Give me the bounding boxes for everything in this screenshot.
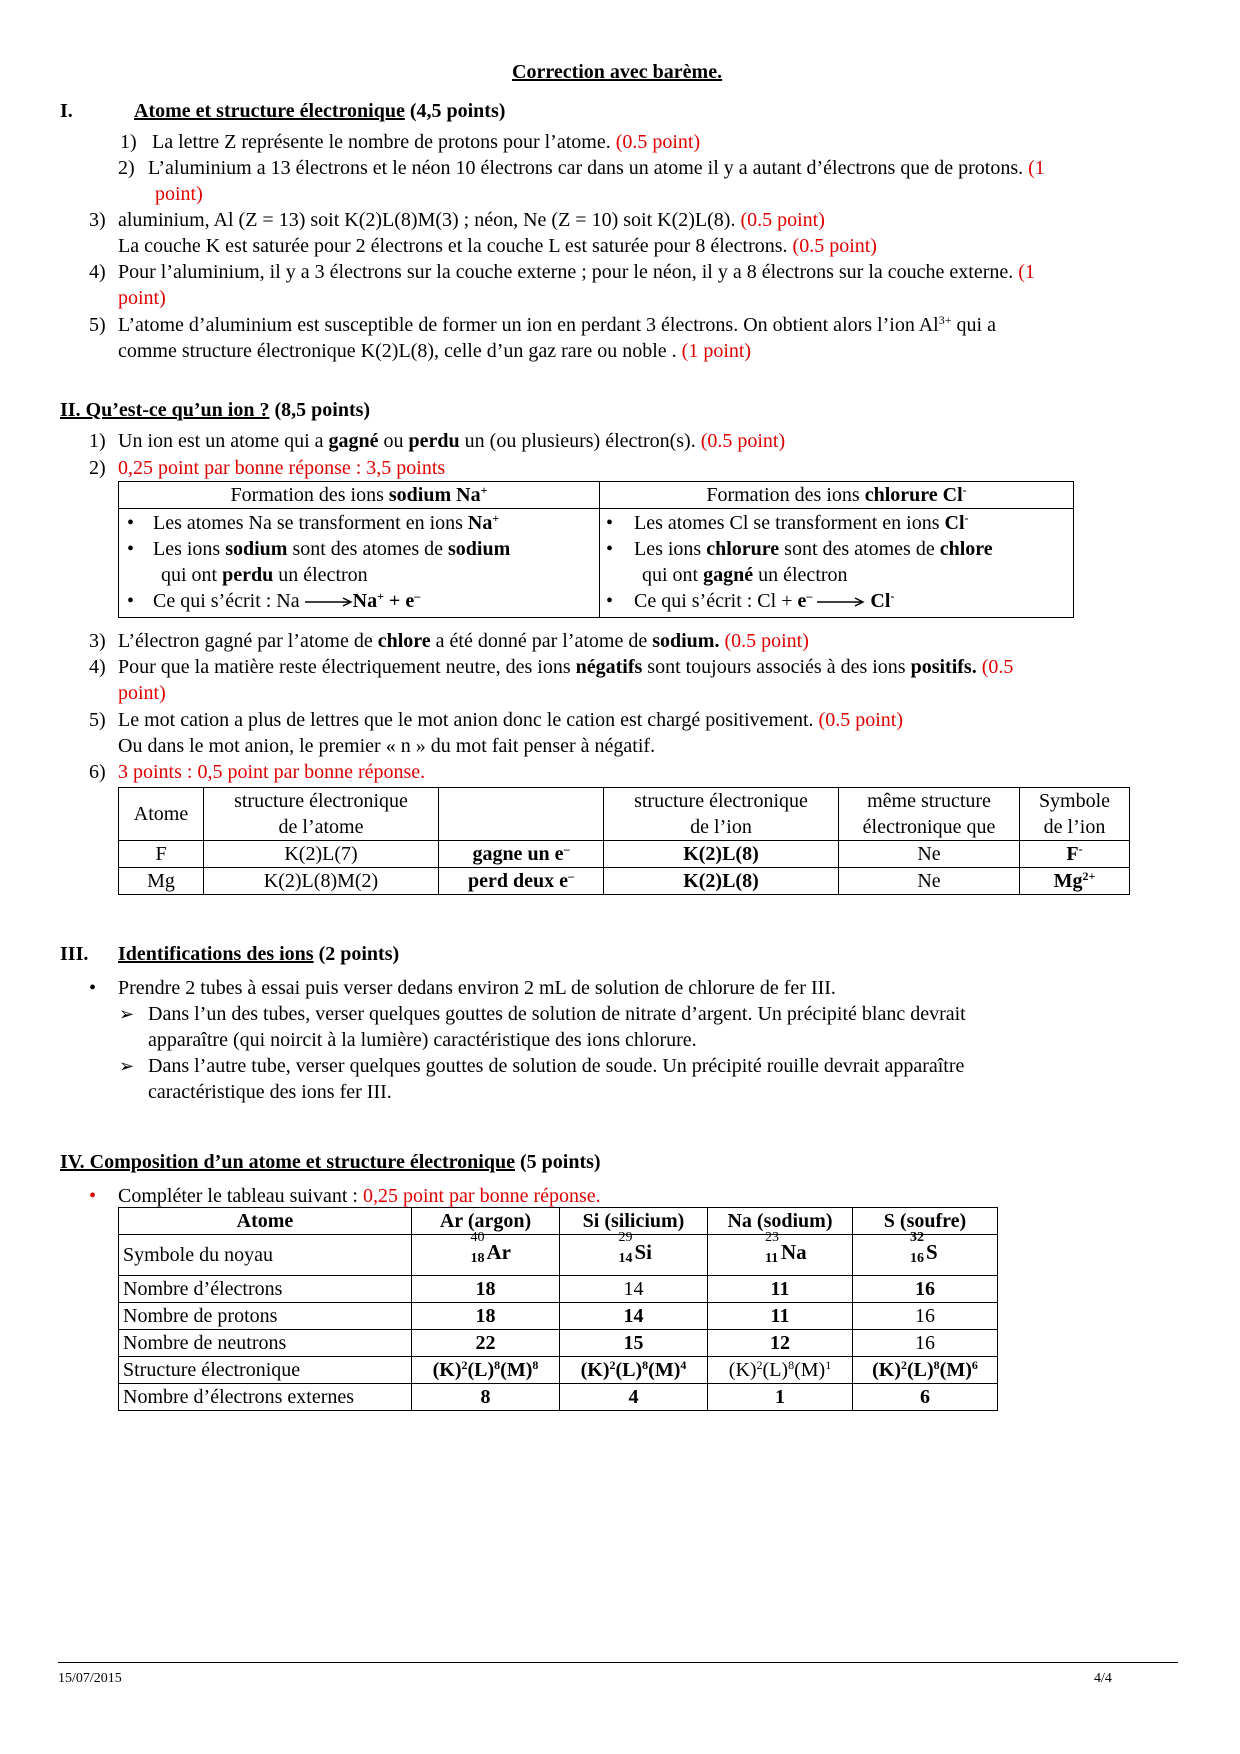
t3-h4 [853,1208,998,1235]
t2-r1-action-text: perd deux e [468,870,568,892]
s1-q3b [118,233,877,259]
t3-ext-2 [708,1384,853,1411]
s1-q1-points: (0.5 point) [610,131,701,153]
table-row [119,1384,998,1411]
t3-st-2 [708,1357,853,1384]
bullet: • [606,590,614,612]
t3-ne-3: 16 [853,1330,998,1357]
t2-h-symbol [1020,788,1130,841]
t1-r3-a: qui ont [642,564,704,586]
t1-r4-b: e [797,590,807,612]
t3-ext-2-text: 1 [775,1386,785,1408]
t3-label-electrons: Nombre d’électrons [119,1276,412,1303]
s2-q1 [118,428,785,454]
t2-h-struct [204,788,439,841]
bullet: • [606,512,614,534]
t1-r1-b: Cl [944,512,965,534]
nuc-z: 14 [618,1251,633,1266]
t3-ne-2-text: 12 [770,1332,790,1354]
t2-r1-atome: Mg [119,868,204,895]
t1-r2-d: chlore [939,538,993,560]
t2-r0-action-text: gagne un e [472,843,564,865]
t2-r1-struct: K(2)L(8)M(2) [204,868,439,895]
bullet: • [89,977,97,999]
t3-ext-3-text: 6 [920,1386,930,1408]
s4-b1-b: 0,25 point par bonne réponse. [362,1185,601,1207]
nuc-z: 18 [470,1251,485,1266]
section-4-title: IV. Composition d’un atome et structure électronique [60,1151,515,1173]
st-m: (M) [500,1359,533,1381]
t1-h-left-a: Formation des ions [230,484,389,506]
t1-r2-b: chlorure [706,538,780,560]
st-l-sup: 8 [642,1358,649,1372]
s2-q1-d: perdu [408,430,460,452]
nuc-s: Si [634,1240,653,1264]
s1-q4-points-b: point) [118,287,166,309]
arrow-right-icon [305,597,353,607]
t3-el-0-text: 18 [475,1278,496,1300]
t2-h5a: même structure [867,790,991,812]
s1-q2-text: L’aluminium a 13 électrons et le néon 10 électrons car dans un atome il y a autant d’électrons que de protons. [148,157,1024,179]
t1-r2-a: Les ions [634,538,707,560]
t3-nucleus-ar [412,1230,560,1276]
nuc-a: 40 [470,1230,485,1245]
t3-label-neutrons: Nombre de neutrons [119,1330,412,1357]
section-1-heading [134,98,505,124]
ion-table-sodium-cell [119,509,600,618]
t3-h2 [560,1208,708,1235]
t3-el-0 [412,1276,560,1303]
footer-divider [58,1662,1178,1663]
t2-h2a: structure électronique [234,790,408,812]
st-k: (K) [872,1359,901,1381]
table-row [119,1357,998,1384]
s2-q4-c: sont toujours associés à des ions [642,656,911,678]
section-2-points: (8,5 points) [269,399,371,421]
s1-q2-num: 2) [118,157,135,179]
t3-h3-text: Na (sodium) [727,1210,833,1232]
section-3-heading [118,941,399,967]
bullet: • [127,538,135,560]
t1-r2-c: sont des atomes de [779,538,940,560]
bullet: • [89,1185,97,1207]
s2-q1-c: ou [378,430,409,452]
t3-el-3 [853,1276,998,1303]
s2-q3-num: 3) [89,630,106,652]
s1-q5-num: 5) [89,314,106,336]
s1-q3a [118,207,825,233]
table-row [119,1303,998,1330]
s1-q1-text: La lettre Z représente le nombre de protons pour l’atome. [152,131,611,153]
s1-q4-points-a: (1 [1013,261,1035,283]
t1-l2-c: sont des atomes de [287,538,448,560]
s1-q5a-sup: 3+ [938,313,952,327]
st-m-sup: 8 [532,1358,539,1372]
ion-table-header-chlorure [600,482,1074,509]
st-m: (M) [794,1359,826,1381]
atom-composition-table [118,1207,998,1411]
t1-l3-a: qui ont [161,564,223,586]
table-row [119,1235,998,1276]
t2-h5b: électronique que [862,816,996,838]
s1-q1-num: 1) [120,131,137,153]
t3-el-1: 14 [560,1276,708,1303]
t3-h4-text: S (soufre) [883,1210,967,1232]
t1-h-right-a: Formation des ions [706,484,865,506]
table-row [119,1276,998,1303]
s1-q5a [118,312,996,338]
st-l-sup: 8 [788,1358,795,1372]
t2-h6b: de l’ion [1043,816,1106,838]
t2-r0-ion-text: K(2)L(8) [683,843,759,865]
table-row [119,841,1130,868]
t3-ne-0-text: 22 [475,1332,496,1354]
t1-r2 [634,536,993,562]
s3-a1b: apparaître (qui noircit à la lumière) caractéristique des ions chlorure. [148,1029,697,1051]
section-3-points: (2 points) [313,943,400,965]
s2-q5-num: 5) [89,709,106,731]
ion-formation-table [118,481,1074,618]
s1-q3a-points: (0.5 point) [735,209,825,231]
nuc-z: 11 [765,1251,779,1266]
t3-label-ext: Nombre d’électrons externes [119,1384,412,1411]
t2-r1-sym-text: Mg [1053,870,1083,892]
t3-ne-1 [560,1330,708,1357]
s1-q5b-text: comme structure électronique K(2)L(8), celle d’un gaz rare ou noble . [118,340,677,362]
t3-ext-0-text: 8 [480,1386,491,1408]
s2-q1-points: (0.5 point) [695,430,786,452]
t1-l2-d: sodium [448,538,511,560]
t2-r1-same: Ne [839,868,1020,895]
t3-label-noyau: Symbole du noyau [119,1235,412,1276]
t3-h0 [119,1208,412,1235]
section-1-points: (4,5 points) [404,100,506,122]
st-k: (K) [432,1359,462,1381]
t2-r1-action [439,868,604,895]
s1-q3-num: 3) [89,209,106,231]
section-2-heading [60,397,370,423]
t3-nucleus-si [560,1230,708,1276]
s1-q2-points-a: (1 [1023,157,1045,179]
st-l: (L) [615,1359,643,1381]
t1-h-left-b: sodium Na [388,484,481,506]
nuc-z: 16 [910,1251,924,1266]
nuc-s: Na [781,1240,807,1264]
arrow-bullet-icon: ➢ [119,1056,135,1076]
ion-table-header-sodium [119,482,600,509]
t1-l1-b: Na [467,512,493,534]
t3-h1 [412,1208,560,1235]
bullet: • [127,512,135,534]
t1-r1-sup: - [964,511,969,525]
s1-q5a-end: qui a [951,314,996,336]
bullet: • [127,590,135,612]
s1-q3a-text: aluminium, Al (Z = 13) soit K(2)L(8)M(3) ; néon, Ne (Z = 10) soit K(2)L(8). [118,209,736,231]
page-title-text: Correction avec barème. [512,61,723,83]
s2-q4-d: positifs. [910,656,977,678]
s2-q4-points-a: (0.5 [976,656,1014,678]
t3-h1-text: Ar (argon) [439,1210,532,1232]
t2-r1-action-sup: – [568,869,574,883]
s2-q4 [118,654,1013,680]
t1-l4-sup2: – [414,589,421,603]
s1-q3b-points: (0.5 point) [787,235,877,257]
t2-h-ion-struct [604,788,839,841]
st-k-sup: 2 [756,1358,763,1372]
t1-l4-sup: + [377,589,384,603]
nuc-a: 23 [765,1230,779,1245]
t3-ne-1-text: 15 [623,1332,644,1354]
t1-r4-sup: – [806,589,813,603]
t3-label-protons: Nombre de protons [119,1303,412,1330]
t1-r4-a: Ce qui s’écrit : Cl + [634,590,798,612]
t2-r0-ion [604,841,839,868]
t1-h-right-sup: - [962,483,967,497]
section-4-heading [60,1149,601,1175]
t3-label-structure: Structure électronique [119,1357,412,1384]
st-m: (M) [939,1359,972,1381]
nuc-s: Ar [486,1240,511,1264]
t2-h6a: Symbole [1038,790,1111,812]
s3-b1: Prendre 2 tubes à essai puis verser dedans environ 2 mL de solution de chlorure de fer III. [118,977,836,999]
s2-q5b: Ou dans le mot anion, le premier « n » du mot fait penser à négatif. [118,735,656,757]
arrow-right-icon [817,597,865,607]
t3-ne-2 [708,1330,853,1357]
t1-l1-sup: + [492,511,500,525]
st-l: (L) [762,1359,789,1381]
t3-st-0 [412,1357,560,1384]
t2-r0-struct: K(2)L(7) [204,841,439,868]
t1-r1-a: Les atomes Cl se transforment en ions [634,512,945,534]
t3-nucleus-s [853,1230,998,1276]
table-row [119,1330,998,1357]
t2-r1-sym-sup: 2+ [1082,869,1096,883]
s2-q5a-points: (0.5 point) [813,709,903,731]
t1-r4-sup2: - [890,589,895,603]
t1-l4-a: Ce qui s’écrit : Na [153,590,305,612]
s2-q3-c: a été donné par l’atome de [430,630,653,652]
t3-h0-text: Atome [236,1210,294,1232]
ion-table-chlorure-cell [600,509,1074,618]
s2-q1-num: 1) [89,430,106,452]
t1-r3-b: gagné [703,564,754,586]
section-1-num: I. [60,100,73,122]
t2-r1-ion-text: K(2)L(8) [683,870,759,892]
footer-date: 15/07/2015 [58,1671,122,1686]
st-l: (L) [467,1359,495,1381]
s1-q4 [118,259,1035,285]
st-k: (K) [580,1359,610,1381]
section-3-number [60,941,88,967]
s4-b1-a: Compléter le tableau suivant : [118,1185,363,1207]
t1-r3-c: un électron [753,564,848,586]
t1-l3 [161,562,368,588]
t1-l2 [153,536,510,562]
t2-r0-action [439,841,604,868]
s1-q3b-text: La couche K est saturée pour 2 électrons et la couche L est saturée pour 8 électrons. [118,235,788,257]
t3-el-3-text: 16 [915,1278,935,1300]
t3-pr-1 [560,1303,708,1330]
section-2-title: II. Qu’est-ce qu’un ion ? [60,399,270,421]
t3-pr-2-text: 11 [770,1305,790,1327]
table-row [119,868,1130,895]
t3-pr-0-text: 18 [475,1305,496,1327]
t2-h4a: structure électronique [634,790,808,812]
arrow-bullet-icon: ➢ [119,1004,135,1024]
s1-q5a-text: L’atome d’aluminium est susceptible de former un ion en perdant 3 électrons. On obtient alors l’ion Al [118,314,939,336]
nuc-s: S [926,1240,938,1264]
s1-q4-text: Pour l’aluminium, il y a 3 électrons sur la couche externe ; pour le néon, il y a 8 électrons sur la couche externe. [118,261,1014,283]
st-m-sup: 6 [971,1358,978,1372]
s2-q6-num: 6) [89,761,106,783]
ion-structure-table [118,787,1130,895]
t1-l1 [153,510,499,536]
s2-q4-a: Pour que la matière reste électriquement neutre, des ions [118,656,576,678]
st-k-sup: 2 [609,1358,616,1372]
st-m-sup: 4 [680,1358,687,1372]
t2-h-action [439,788,604,841]
st-m: (M) [648,1359,681,1381]
s2-q3-b: chlore [377,630,431,652]
t1-h-left-sup: + [480,483,488,497]
s2-q1-e: un (ou plusieurs) électron(s). [459,430,696,452]
s1-q2-points-b: point) [155,183,203,205]
t1-r3 [642,562,848,588]
nuc-a: 29 [618,1230,633,1245]
t1-r1 [634,510,969,536]
st-l-sup: 8 [494,1358,501,1372]
t3-ext-3 [853,1384,998,1411]
section-1-title: Atome et structure électronique [134,100,405,122]
t2-h-atome: Atome [119,788,204,841]
bullet: • [606,538,614,560]
t2-r0-sym-sup: - [1078,842,1083,856]
t1-r4 [634,588,894,614]
s2-q1-a: Un ion est un atome qui a [118,430,329,452]
t3-st-3 [853,1357,998,1384]
t3-ext-1-text: 4 [628,1386,639,1408]
footer-page: 4/4 [1094,1671,1112,1686]
t3-el-2-text: 11 [770,1278,790,1300]
s2-q4-b: négatifs [575,656,643,678]
section-4-points: (5 points) [514,1151,601,1173]
s1-q5b [118,338,751,364]
t2-h4b: de l’ion [690,816,752,838]
s1-q5b-points: (1 point) [676,340,752,362]
s3-a2b: caractéristique des ions fer III. [148,1081,392,1103]
section-1-number [60,98,73,124]
s2-q1-b: gagné [328,430,379,452]
s2-q3-a: L’électron gagné par l’atome de [118,630,378,652]
s3-a2a: Dans l’autre tube, verser quelques gouttes de solution de soude. Un précipité rouille devrait apparaître [148,1055,965,1077]
t1-l3-b: perdu [222,564,274,586]
t2-r0-same: Ne [839,841,1020,868]
s2-q5a [118,707,903,733]
t2-h2b: de l’atome [278,816,364,838]
t3-ext-0 [412,1384,560,1411]
t2-r1-ion [604,868,839,895]
s2-q2-num: 2) [89,457,106,479]
s2-q2: 0,25 point par bonne réponse : 3,5 points [118,457,446,479]
t1-h-right-b: chlorure Cl [864,484,963,506]
t3-pr-0 [412,1303,560,1330]
page-title [512,59,722,85]
t3-h3 [708,1208,853,1235]
s2-q3 [118,628,809,654]
t1-l4-c: + e [383,590,415,612]
t2-r0-sym-text: F [1066,843,1079,865]
t1-l2-b: sodium [225,538,288,560]
nuc-a: 32 [910,1230,924,1245]
section-3-num: III. [60,943,89,965]
t2-r0-action-sup: – [563,842,570,856]
s2-q4-points-b: point) [118,682,166,704]
t1-l1-a: Les atomes Na se transforment en ions [153,512,468,534]
st-m-sup: 1 [825,1358,832,1372]
s2-q5a-text: Le mot cation a plus de lettres que le mot anion donc le cation est chargé positivement. [118,709,814,731]
t3-pr-3: 16 [853,1303,998,1330]
s2-q3-points: (0.5 point) [719,630,809,652]
t2-r0-sym [1020,841,1130,868]
t2-h-same [839,788,1020,841]
t1-l3-c: un électron [273,564,368,586]
t1-r4-c: Cl [870,590,891,612]
t3-st-1 [560,1357,708,1384]
s1-q2 [148,155,1045,181]
s4-b1 [118,1183,601,1209]
t3-h2-text: Si (silicium) [582,1210,685,1232]
s2-q6: 3 points : 0,5 point par bonne réponse. [118,761,426,783]
st-l-sup: 8 [933,1358,940,1372]
section-3-title: Identifications des ions [118,943,314,965]
s2-q4-num: 4) [89,656,106,678]
st-k-sup: 2 [461,1358,468,1372]
t3-ext-1 [560,1384,708,1411]
t1-l4-b: Na [352,590,378,612]
s3-a1a: Dans l’un des tubes, verser quelques gouttes de solution de nitrate d’argent. Un précipité blanc devrait [148,1003,966,1025]
t1-l4 [153,588,420,614]
t3-pr-1-text: 14 [623,1305,644,1327]
s1-q4-num: 4) [89,261,106,283]
t2-r0-atome: F [119,841,204,868]
t2-r1-sym [1020,868,1130,895]
s2-q3-d: sodium. [652,630,720,652]
t3-el-2 [708,1276,853,1303]
t1-l2-a: Les ions [153,538,226,560]
t3-ne-0 [412,1330,560,1357]
s1-q1 [152,129,700,155]
t3-nucleus-na [708,1230,853,1276]
st-k-sup: 2 [901,1358,907,1372]
st-l: (L) [907,1359,934,1381]
st-k: (K) [728,1359,757,1381]
t3-pr-2 [708,1303,853,1330]
